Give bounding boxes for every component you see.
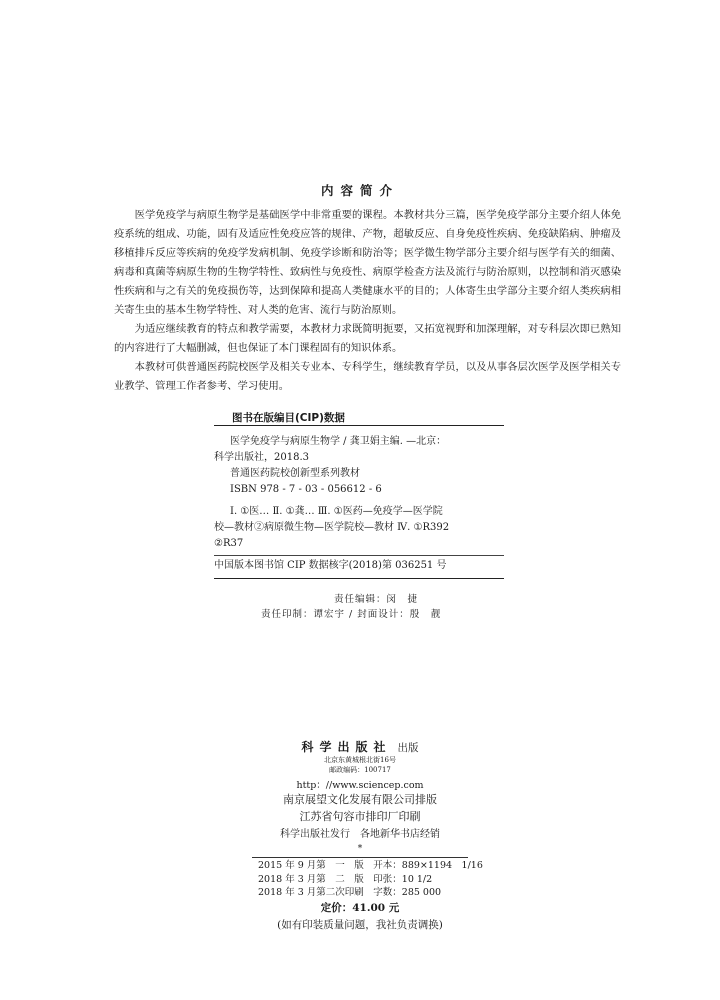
quality-note: (如有印装质量问题，我社负责调换) <box>277 919 443 931</box>
price: 定价：41.00 元 <box>320 902 400 914</box>
summary-body <box>114 206 621 396</box>
edition-row-2: 2018 年 3 月第 二 版 印张：10 1/2 <box>258 873 433 885</box>
cip-title-line: 医学免疫学与病原生物学 / 龚卫娟主编. —北京： <box>230 436 447 447</box>
cip-series-line: 普通医药院校创新型系列教材 <box>230 468 360 479</box>
cip-box <box>214 425 504 579</box>
summary-paragraph-3: 本教材可供普通医药院校医学及相关专业本、专科学生，继续教育学员，以及从事各层次医学及医学相关专业教学、管理工作者参考、学习使用。 <box>114 361 621 392</box>
imprint <box>0 738 720 854</box>
cip-heading: 图书在版编目(CIP)数据 <box>232 412 345 424</box>
imprint-separator: * <box>357 844 363 854</box>
publisher-suffix: 出版 <box>397 742 419 754</box>
cip-publisher-line: 科学出版社，2018.3 <box>214 452 309 463</box>
edition-divider <box>252 857 468 858</box>
edition-info <box>258 859 483 900</box>
printer: 江苏省句容市排印厂印刷 <box>299 810 421 823</box>
distribution: 科学出版社发行 各地新华书店经销 <box>280 829 440 840</box>
publisher-postcode: 邮政编码：100717 <box>329 766 391 774</box>
cip-divider <box>214 555 504 556</box>
publisher-row <box>0 738 720 755</box>
publisher-name: 科学出版社 <box>301 740 392 754</box>
cip-subject-line-1: Ⅰ. ①医… Ⅱ. ①龚… Ⅲ. ①医药—免疫学—医学院 <box>230 506 443 517</box>
credit-editor: 责任编辑：闵 捷 <box>334 594 419 605</box>
cip-record-line: 中国版本图书馆 CIP 数据核字(2018)第 036251 号 <box>214 560 447 571</box>
typesetter: 南京展望文化发展有限公司排版 <box>283 793 437 806</box>
summary-paragraph-1: 医学免疫学与病原生物学是基础医学中非常重要的课程。本教材共分三篇，医学免疫学部分主要介绍人体免疫系统的组成、功能，固有及适应性免疫应答的规律、产物，超敏反应、自身免疫性疾病、免疫缺陷病、肿瘤及移植排斥反应等疾病的免疫学发病机制、免疫学诊断和防治等；医学微生物学部分主要介绍与医学有关的细菌、病毒和真菌等病原生物的生物学特性、致病性与免疫性、病原学检查方法及流行与防治原则，以控制和消灭感染性疾病和与之有关的免疫损伤等，达到保障和提高人类健康水平的目的；人体寄生虫学部分主要介绍人类疾病相关寄生虫的基本生物学特性、对人类的危害、流行与防治原则。 <box>114 209 621 316</box>
credit-print-design: 责任印制：谭宏宇 / 封面设计：殷 靓 <box>261 609 442 620</box>
cip-subject-line-3: ②R37 <box>214 538 244 549</box>
cip-subject-line-2: 校—教材②病原微生物—医学院校—教材 Ⅳ. ①R392 <box>214 522 450 533</box>
publisher-url: http：//www.sciencep.com <box>296 780 424 791</box>
edition-row-3: 2018 年 3 月第二次印刷 字数：285 000 <box>258 887 442 898</box>
edition-row-1: 2015 年 9 月第 一 版 开本：889×1194 1/16 <box>258 860 483 871</box>
publisher-address: 北京东黄城根北街16号 <box>324 756 396 764</box>
cip-isbn-line: ISBN 978 - 7 - 03 - 056612 - 6 <box>230 484 382 495</box>
summary-title: 内容简介 <box>320 183 399 198</box>
summary-paragraph-2: 为适应继续教育的特点和教学需要，本教材力求既简明扼要，又拓宽视野和加深理解，对专科层次即已熟知的内容进行了大幅删减，但也保证了本门课程固有的知识体系。 <box>114 323 621 354</box>
